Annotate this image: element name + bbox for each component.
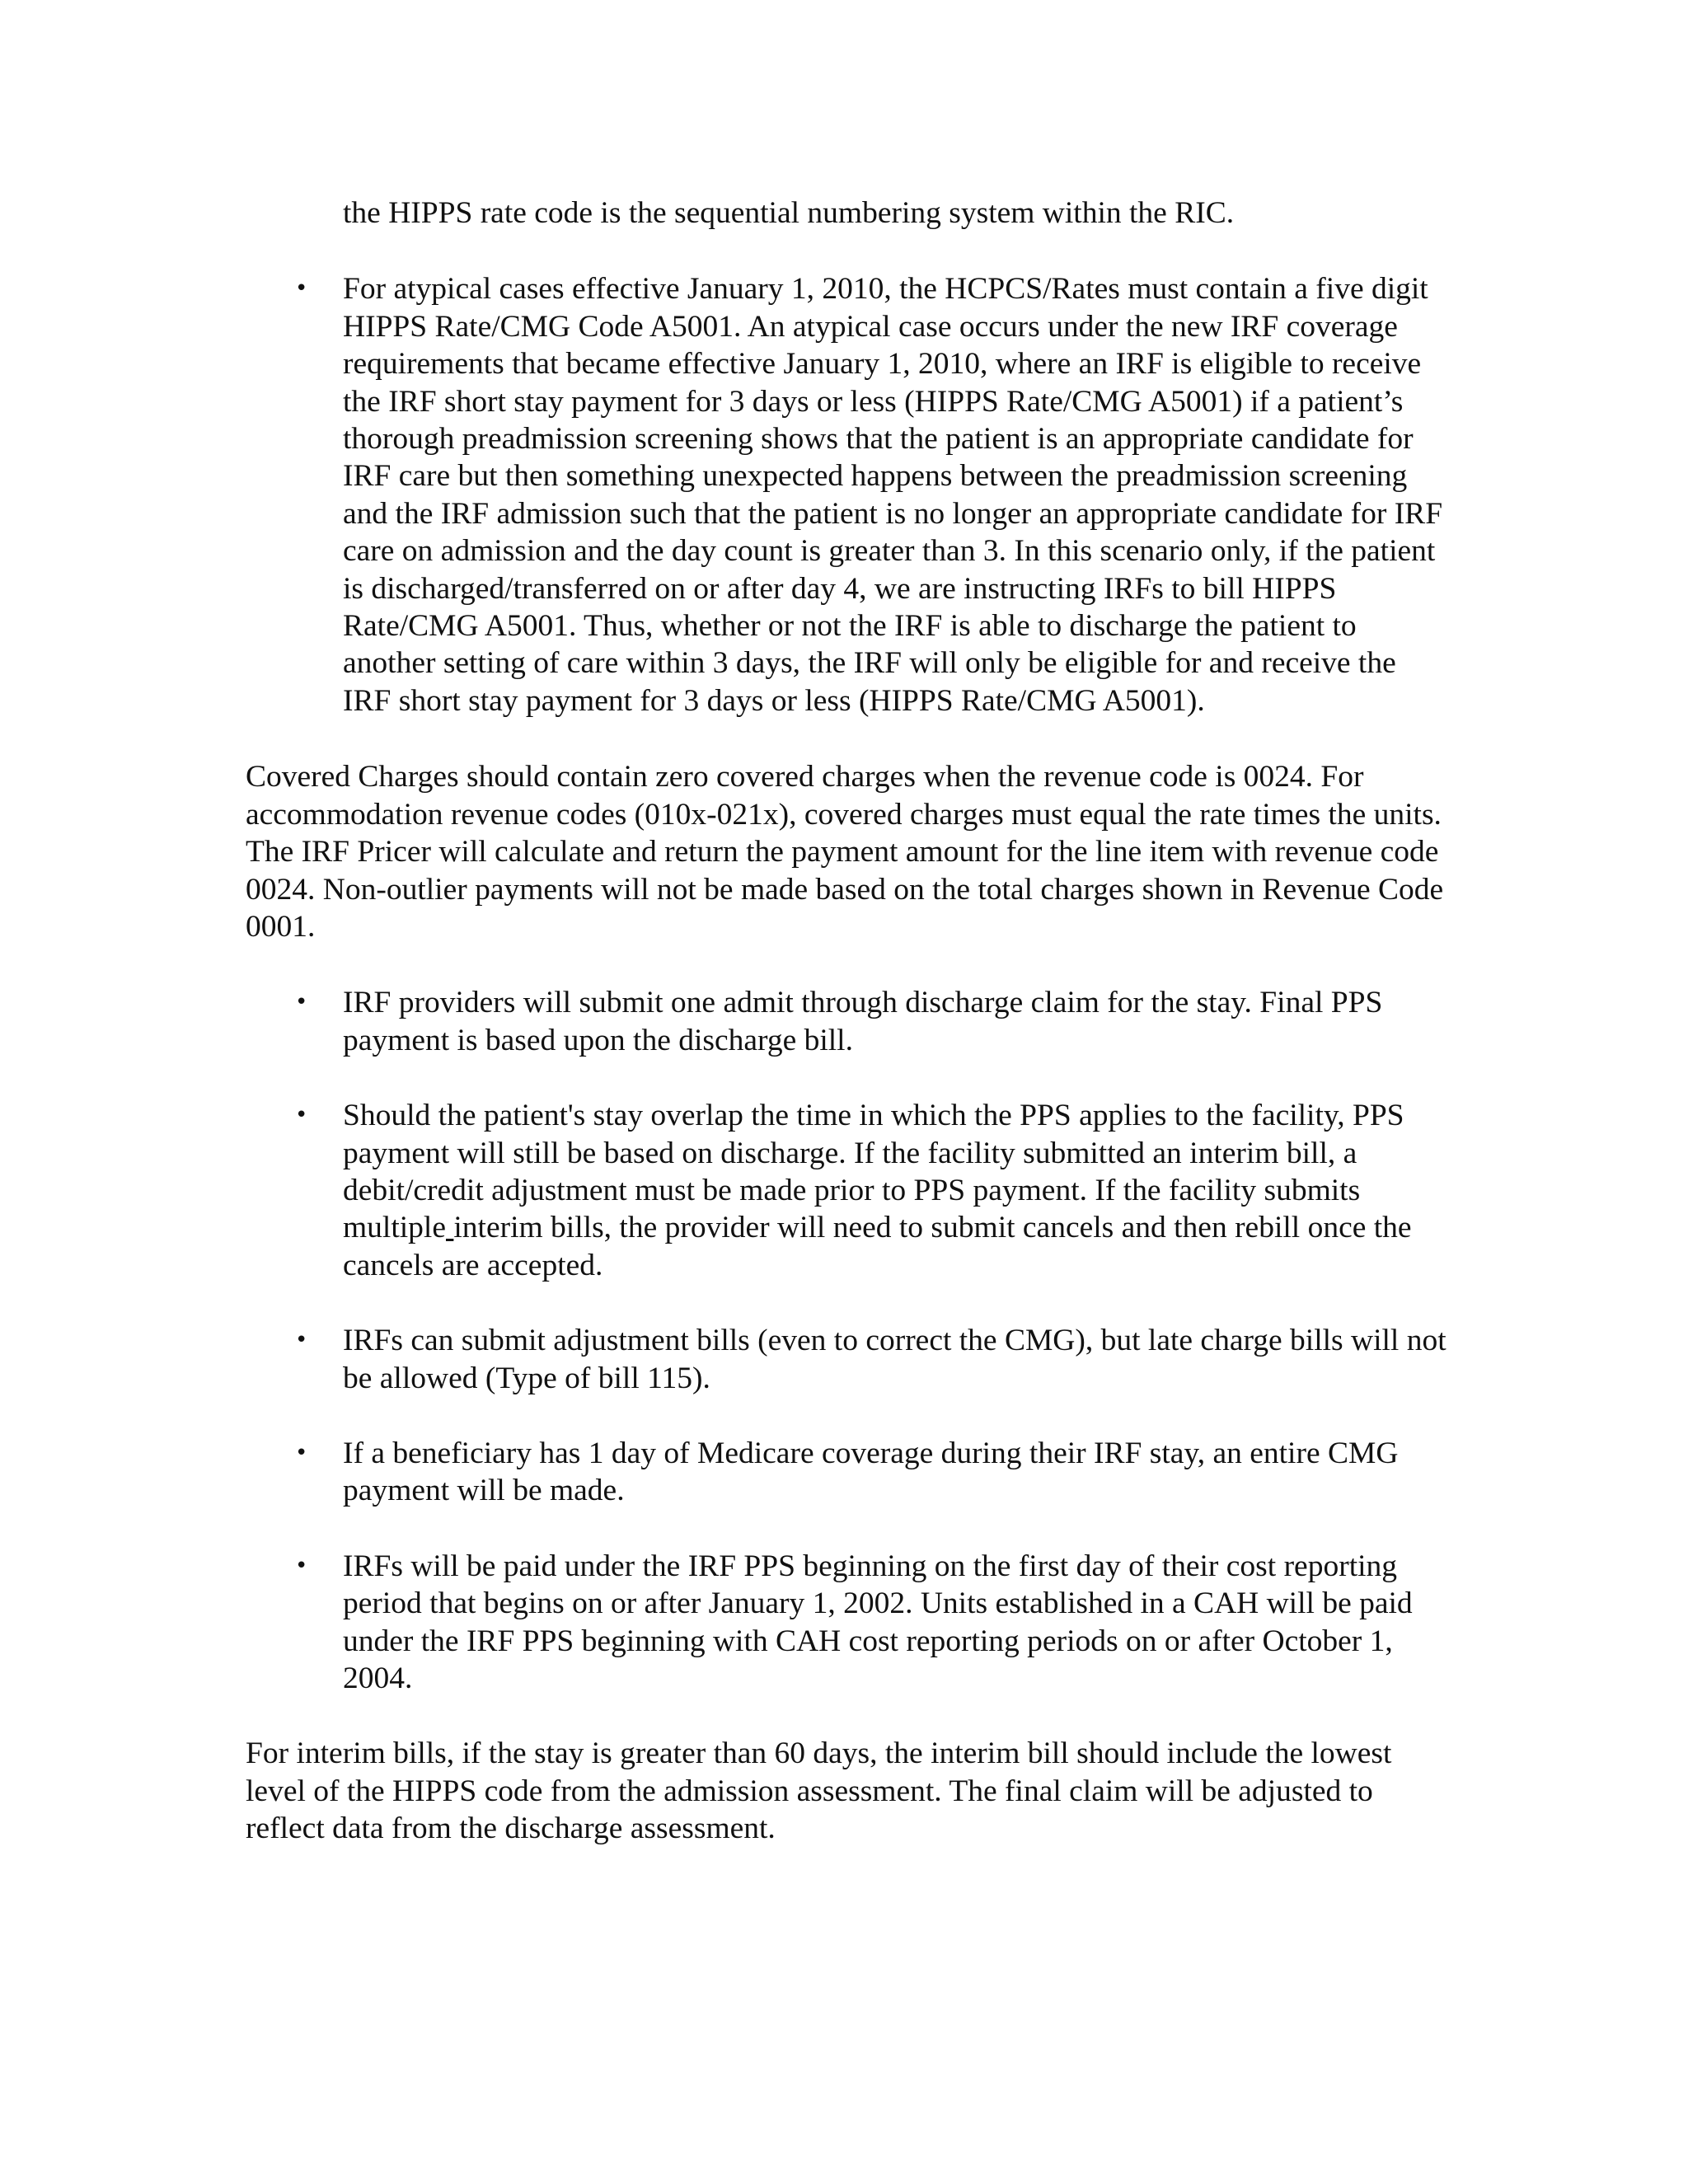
interim-bills-paragraph: For interim bills, if the stay is greater than 60 days, the interim bill should include the lowest level of the HIPPS code from the admission assessment. The final claim will be adjusted to reflect data from the discharge assessment.: [246, 1736, 1392, 1846]
bullet-text: IRFs will be paid under the IRF PPS beginning on the first day of their cost reporting period that begins on or after January 1, 2002. Units established in a CAH will be paid under the IRF PPS beginning with CAH cost reporting periods on or after October 1, 2004.: [343, 1549, 1413, 1695]
document-page: [246, 194, 1449, 1848]
continuation-paragraph: the HIPPS rate code is the sequential numbering system within the RIC.: [343, 196, 1235, 230]
underlined-space: [446, 1211, 453, 1244]
bullet-icon: •: [295, 1328, 308, 1353]
bullet-icon: •: [295, 1553, 308, 1578]
bullet-text: IRFs can submit adjustment bills (even to correct the CMG), but late charge bills will not be allowed (Type of bill 115).: [343, 1324, 1447, 1395]
bullet-icon: •: [295, 276, 308, 302]
bullet-item-adjustment-bills: [246, 1322, 1449, 1397]
bullet-text-part: Should the patient's stay overlap the time in which the PPS applies to the facility, PPS payment will still be based on discharge. If the facility submitted an interim bill, a debit/credit adjustment must be made prior to PPS payment. If the facility submits multiple: [343, 1099, 1404, 1245]
bullet-item-irf-pps-payment: [246, 1548, 1449, 1698]
bullet-text: IRF providers will submit one admit through discharge claim for the stay. Final PPS payment is based upon the discharge bill.: [343, 986, 1383, 1057]
bullet-text: If a beneficiary has 1 day of Medicare coverage during their IRF stay, an entire CMG payment will be made.: [343, 1436, 1399, 1508]
covered-charges-paragraph: Covered Charges should contain zero covered charges when the revenue code is 0024. For accommodation revenue codes (010x-021x), covered charges must equal the rate times the units. The IRF Pricer will calculate and return the payment amount for the line item with revenue code 0024. Non-outlier payments will not be made based on the total charges shown in Revenue Code 0001.: [246, 760, 1444, 944]
bullet-item-admit-through-discharge: [246, 984, 1449, 1059]
bullet-icon: •: [295, 1103, 308, 1128]
bullet-icon: •: [295, 990, 308, 1015]
bullet-text: [343, 1099, 1412, 1282]
bullet-item-stay-overlap: [246, 1097, 1449, 1284]
bullet-text: For atypical cases effective January 1, 2010, the HCPCS/Rates must contain a five digit HIPPS Rate/CMG Code A5001. An atypical case occurs under the new IRF coverage requirements that became effective January 1, 2010, where an IRF is eligible to receive the IRF short stay payment for 3 days or less (HIPPS Rate/CMG A5001) if a patient’s thorough preadmission screening shows that the patient is an appropriate candidate for IRF care but then something unexpected happens between the preadmission screening and the IRF admission such that the patient is no longer an appropriate candidate for IRF care on admission and the day count is greater than 3. In this scenario only, if the patient is discharged/transferred on or after day 4, we are instructing IRFs to bill HIPPS Rate/CMG A5001. Thus, whether or not the IRF is able to discharge the patient to another setting of care within 3 days, the IRF will only be eligible for and receive the IRF short stay payment for 3 days or less (HIPPS Rate/CMG A5001).: [343, 272, 1443, 718]
bullet-text-part: interim bills, the provider will need to submit cancels and then rebill once the cancels are accepted.: [343, 1211, 1412, 1282]
bullet-item-atypical-cases: [246, 270, 1449, 719]
bullet-icon: •: [295, 1440, 308, 1465]
bullet-item-medicare-coverage: [246, 1435, 1449, 1510]
